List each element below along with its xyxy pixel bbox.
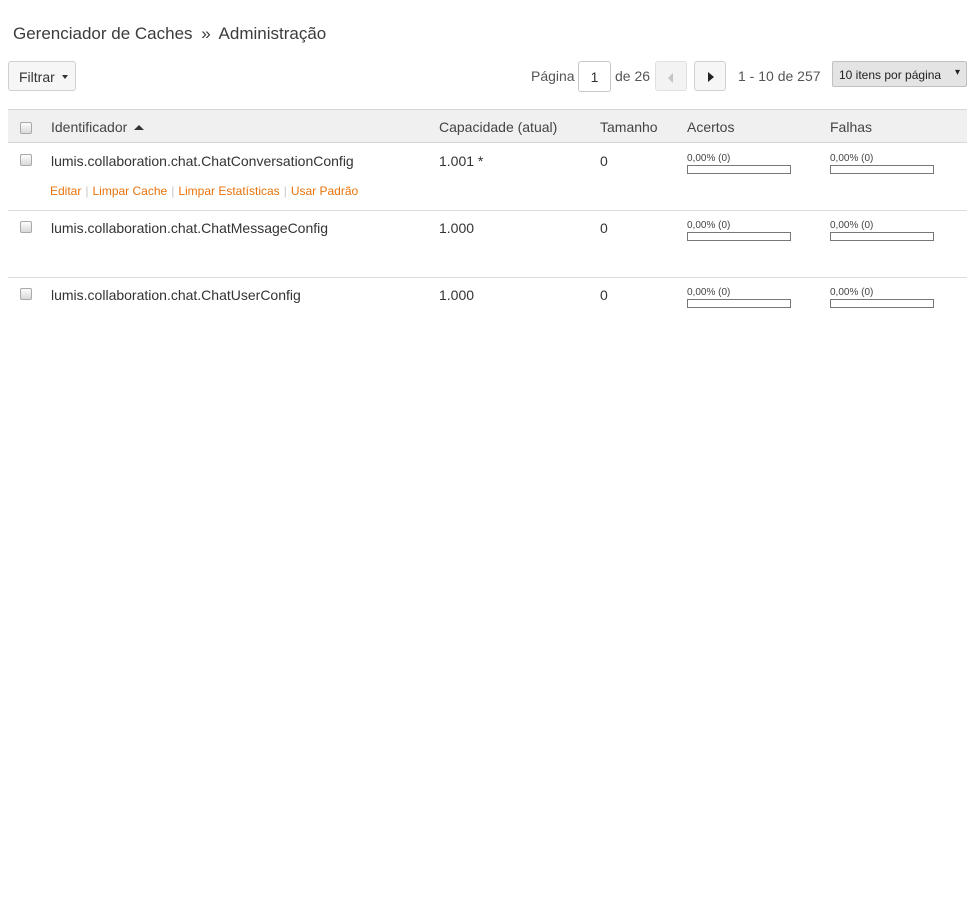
hits-percentage: 0,00% (0)	[687, 153, 731, 164]
breadcrumb	[13, 24, 326, 44]
cache-capacity: 1.001 *	[439, 153, 484, 169]
misses-stat	[830, 287, 934, 308]
column-header-hits[interactable]: Acertos	[687, 119, 735, 135]
breadcrumb-separator: »	[201, 24, 211, 43]
row-checkbox[interactable]	[20, 221, 32, 233]
arrow-left-icon	[668, 73, 673, 83]
breadcrumb-parent[interactable]: Gerenciador de Caches	[13, 24, 193, 43]
misses-percentage: 0,00% (0)	[830, 287, 874, 298]
column-header-capacity[interactable]: Capacidade (atual)	[439, 119, 558, 135]
cache-size: 0	[600, 153, 608, 169]
previous-page-button[interactable]	[655, 61, 687, 91]
cache-capacity: 1.000	[439, 287, 475, 303]
caret-down-icon	[62, 75, 68, 79]
cache-size: 0	[600, 220, 608, 236]
range-label: 1 - 10 de 257	[738, 68, 821, 84]
column-header-identifier[interactable]	[51, 119, 144, 135]
cache-identifier: lumis.collaboration.chat.ChatUserConfig	[51, 287, 301, 303]
use-default-link[interactable]: Usar Padrão	[290, 184, 359, 198]
cache-identifier: lumis.collaboration.chat.ChatMessageConfig	[51, 220, 329, 236]
column-header-misses[interactable]: Falhas	[830, 119, 873, 135]
action-separator: |	[283, 184, 287, 198]
row-checkbox[interactable]	[20, 154, 32, 166]
filter-button-label: Filtrar	[19, 69, 55, 85]
row-checkbox[interactable]	[20, 288, 32, 300]
clear-cache-link[interactable]: Limpar Cache	[92, 184, 168, 198]
filter-button[interactable]	[8, 61, 76, 91]
hits-percentage: 0,00% (0)	[687, 287, 731, 298]
misses-progress-bar	[830, 165, 934, 174]
sort-ascending-icon	[134, 125, 144, 130]
misses-percentage: 0,00% (0)	[830, 220, 874, 231]
edit-link[interactable]: Editar	[50, 184, 82, 198]
action-separator: |	[85, 184, 89, 198]
page-total-label: de 26	[615, 68, 651, 84]
column-header-identifier-label: Identificador	[51, 119, 128, 135]
breadcrumb-current: Administração	[218, 24, 327, 43]
cache-size: 0	[600, 287, 608, 303]
action-separator: |	[171, 184, 175, 198]
items-per-page-value: 10 itens por página	[839, 68, 942, 82]
dropdown-arrow-icon: ▾	[954, 67, 960, 78]
next-page-button[interactable]	[694, 61, 726, 91]
hits-percentage: 0,00% (0)	[687, 220, 731, 231]
hits-stat	[687, 287, 791, 308]
hits-progress-bar	[687, 299, 791, 308]
table-row	[8, 210, 967, 278]
cache-identifier: lumis.collaboration.chat.ChatConversationConfig	[51, 153, 354, 169]
items-per-page-select[interactable]	[832, 61, 967, 87]
column-header-size[interactable]: Tamanho	[600, 119, 658, 135]
cache-capacity: 1.000	[439, 220, 475, 236]
table-header	[8, 109, 967, 143]
row-actions	[50, 184, 358, 198]
table-row	[8, 143, 967, 211]
misses-stat	[830, 153, 934, 174]
arrow-right-icon	[708, 72, 714, 82]
table-row	[8, 277, 967, 344]
hits-progress-bar	[687, 165, 791, 174]
page-number-input[interactable]	[578, 61, 611, 92]
hits-progress-bar	[687, 232, 791, 241]
misses-percentage: 0,00% (0)	[830, 153, 874, 164]
hits-stat	[687, 220, 791, 241]
page-label: Página	[531, 68, 575, 84]
clear-statistics-link[interactable]: Limpar Estatísticas	[178, 184, 280, 198]
misses-progress-bar	[830, 232, 934, 241]
hits-stat	[687, 153, 791, 174]
misses-progress-bar	[830, 299, 934, 308]
select-all-checkbox[interactable]	[20, 122, 32, 134]
misses-stat	[830, 220, 934, 241]
